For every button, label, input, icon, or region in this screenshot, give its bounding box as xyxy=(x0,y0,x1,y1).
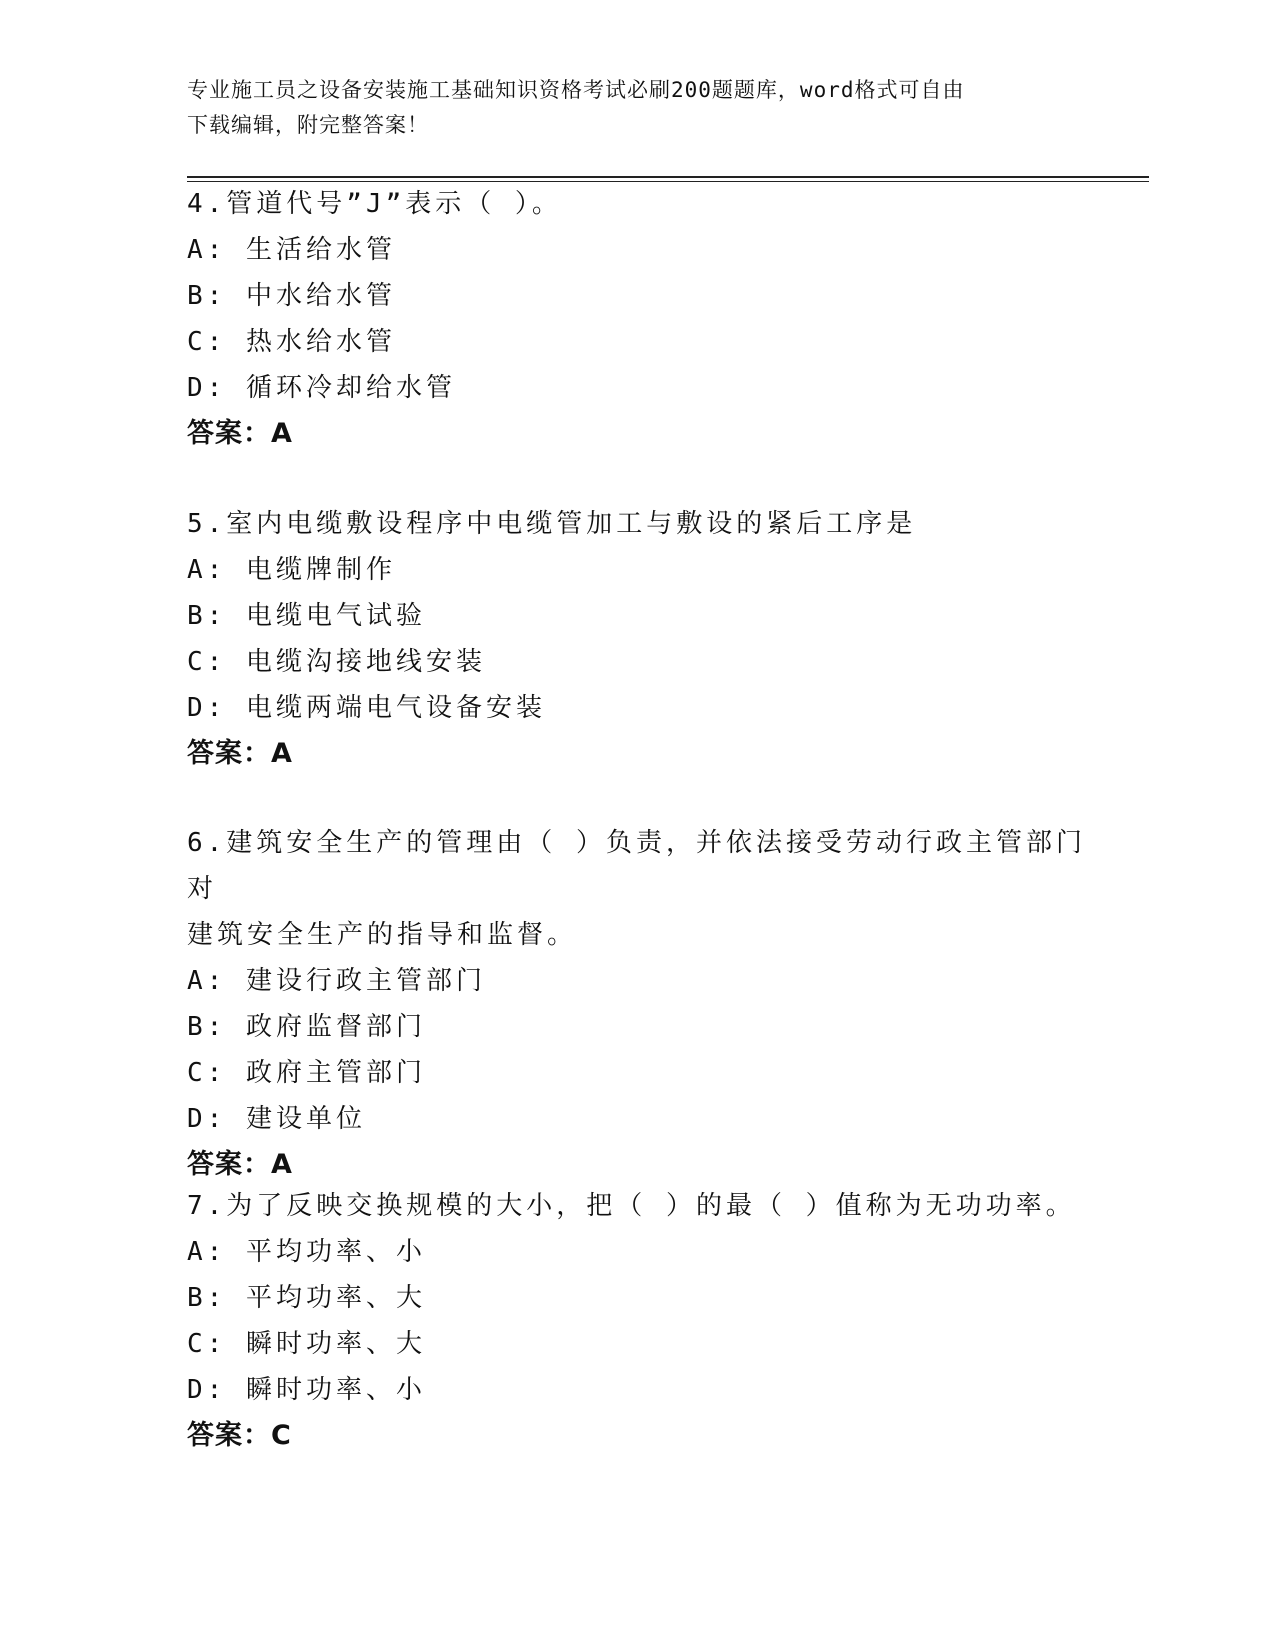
option-c: C: 电缆沟接地线安装 xyxy=(187,647,486,677)
question-7 xyxy=(187,1183,1087,1459)
header-line-1: 专业施工员之设备安装施工基础知识资格考试必刷200题题库，word格式可自由 xyxy=(187,78,965,102)
question-4 xyxy=(187,181,1087,457)
option-c: C: 热水给水管 xyxy=(187,327,396,357)
answer-label: 答案：C xyxy=(187,1420,292,1451)
header-line-2: 下载编辑，附完整答案！ xyxy=(187,113,429,137)
option-a: A: 平均功率、小 xyxy=(187,1237,426,1267)
option-b: B: 中水给水管 xyxy=(187,281,396,311)
answer-label: 答案：A xyxy=(187,1149,293,1180)
question-stem: 7.为了反映交换规模的大小，把（ ）的最（ ）值称为无功功率。 xyxy=(187,1191,1076,1221)
question-stem: 4.管道代号”J”表示（ ）。 xyxy=(187,189,562,219)
option-c: C: 政府主管部门 xyxy=(187,1058,426,1088)
option-b: B: 电缆电气试验 xyxy=(187,601,426,631)
document-header xyxy=(187,73,1067,143)
answer-label: 答案：A xyxy=(187,738,293,769)
answer-label: 答案：A xyxy=(187,418,293,449)
option-d: D: 瞬时功率、小 xyxy=(187,1375,426,1405)
question-stem-line-2: 建筑安全生产的指导和监督。 xyxy=(187,920,578,950)
option-a: A: 电缆牌制作 xyxy=(187,555,396,585)
option-d: D: 建设单位 xyxy=(187,1104,366,1134)
option-b: B: 平均功率、大 xyxy=(187,1283,426,1313)
question-stem-line-1: 6.建筑安全生产的管理由（ ）负责，并依法接受劳动行政主管部门对 xyxy=(187,828,1086,904)
option-d: D: 电缆两端电气设备安装 xyxy=(187,693,546,723)
option-b: B: 政府监督部门 xyxy=(187,1012,426,1042)
option-c: C: 瞬时功率、大 xyxy=(187,1329,426,1359)
option-d: D: 循环冷却给水管 xyxy=(187,373,456,403)
question-6 xyxy=(187,820,1087,1188)
option-a: A: 建设行政主管部门 xyxy=(187,966,486,996)
question-5 xyxy=(187,501,1087,777)
header-divider-thick xyxy=(187,176,1149,178)
option-a: A: 生活给水管 xyxy=(187,235,396,265)
question-stem: 5.室内电缆敷设程序中电缆管加工与敷设的紧后工序是 xyxy=(187,509,917,539)
